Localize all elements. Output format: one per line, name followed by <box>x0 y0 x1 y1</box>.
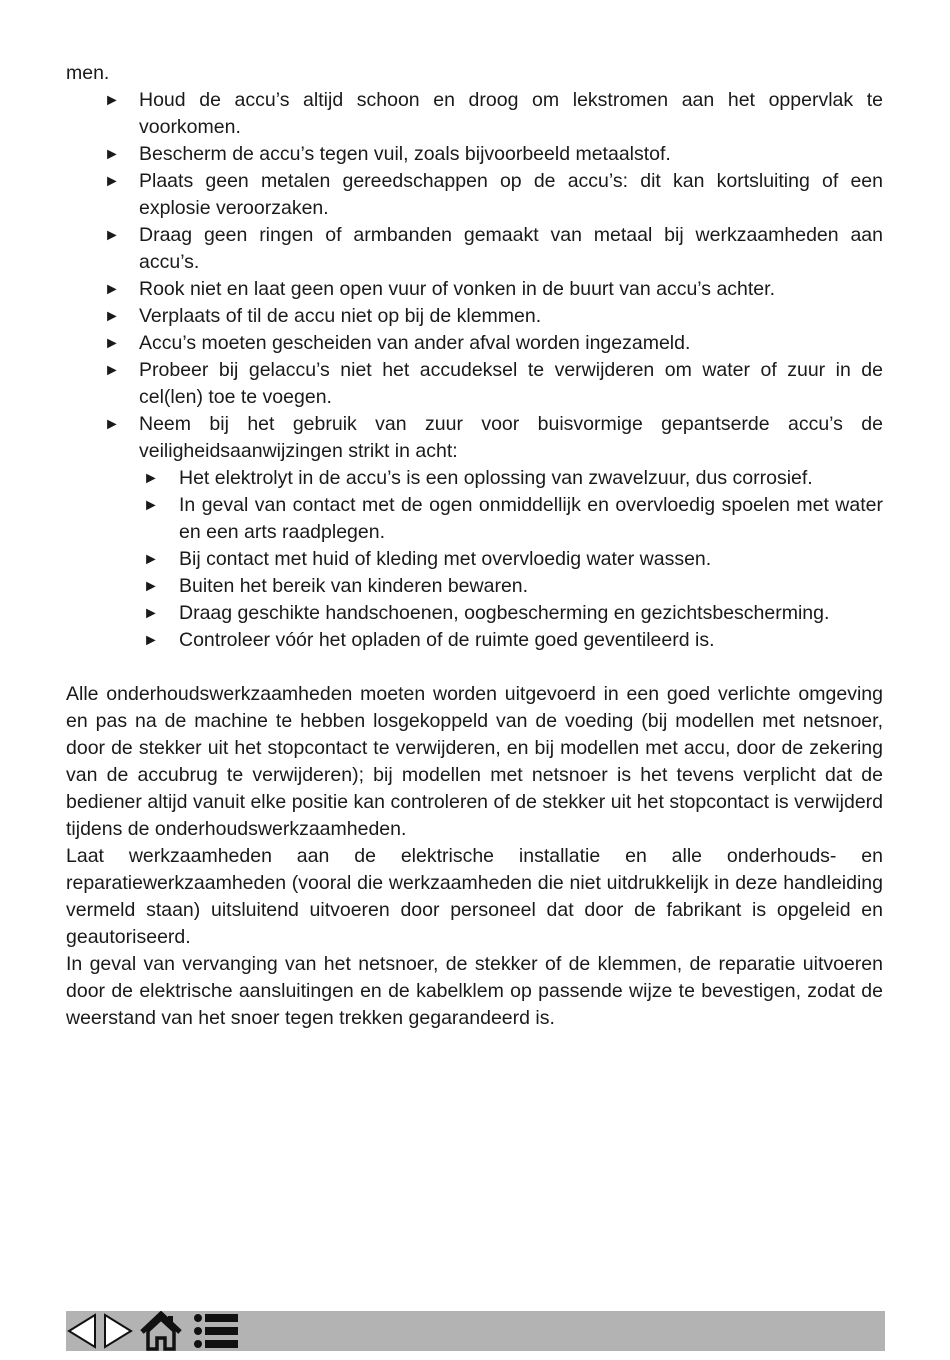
footer-navigation-bar <box>66 1311 885 1351</box>
continuation-text: men. <box>66 62 110 84</box>
bullet-arrow-icon: ► <box>104 227 120 244</box>
bullet-arrow-icon: ► <box>104 146 120 163</box>
bullet-arrow-icon: ► <box>143 632 159 649</box>
bullet-arrow-icon: ► <box>104 308 120 325</box>
bullet-arrow-icon: ► <box>104 281 120 298</box>
home-icon[interactable] <box>140 1311 182 1351</box>
sub-list-item: ► Controleer vóór het opladen of de ruimte goed geventileerd is. <box>139 627 883 654</box>
bullet-arrow-icon: ► <box>143 551 159 568</box>
list-item: ► Accu’s moeten gescheiden van ander afval worden ingezameld. <box>66 330 883 357</box>
paragraph: In geval van vervanging van het netsnoer, de stekker of de klemmen, de reparatie uitvoeren door de elektrische aansluitingen en de kabelklem op passende wijze te bevestigen, zodat de weerstand van het snoer tegen trekken gegarandeerd is. <box>66 953 883 1029</box>
table-of-contents-icon[interactable] <box>192 1311 240 1351</box>
bullet-arrow-icon: ► <box>104 92 120 109</box>
bullet-arrow-icon: ► <box>143 605 159 622</box>
bullet-arrow-icon: ► <box>143 578 159 595</box>
acid-safety-sublist <box>139 465 883 654</box>
list-item: ► Probeer bij gelaccu’s niet het accudeksel te verwijderen om water of zuur in de cel(len) toe te voegen. <box>104 359 883 408</box>
paragraph: Alle onderhoudswerkzaamheden moeten worden uitgevoerd in een goed verlichte omgeving en pas na de machine te hebben losgekoppeld van de voeding (bij modellen met netsnoer, door de stekker uit het stopcontact te verwijderen, en bij modellen met accu, door de zekering van de accubrug te verwijderen); bij modellen met netsnoer is het tevens verplicht dat de bediener altijd vanuit elke positie kan controleren of de stekker uit het stopcontact is verwijderd tijdens de onderhoudswerkzaamheden. <box>66 683 883 840</box>
next-page-icon[interactable] <box>102 1311 134 1351</box>
list-item: ► Bescherm de accu’s tegen vuil, zoals bijvoorbeeld metaalstof. <box>66 141 883 168</box>
bullet-arrow-icon: ► <box>104 416 120 433</box>
sub-list-item: ► Buiten het bereik van kinderen bewaren. <box>139 573 883 600</box>
bullet-arrow-icon: ► <box>143 470 159 487</box>
bullet-arrow-icon: ► <box>104 335 120 352</box>
list-item: ► Neem bij het gebruik van zuur voor buisvormige gepantserde accu’s de veiligheidsaanwijzingen strikt in acht: <box>104 413 883 462</box>
bullet-arrow-icon: ► <box>104 362 120 379</box>
bullet-arrow-icon: ► <box>104 173 120 190</box>
list-item: ► Houd de accu’s altijd schoon en droog om lekstromen aan het oppervlak te voorkomen. <box>104 89 883 138</box>
bullet-arrow-icon: ► <box>143 497 159 514</box>
sub-list-item: ► Bij contact met huid of kleding met overvloedig water wassen. <box>139 546 883 573</box>
list-item: ► Plaats geen metalen gereedschappen op de accu’s: dit kan kortsluiting of een explosie veroorzaken. <box>104 170 883 219</box>
paragraph: Laat werkzaamheden aan de elektrische installatie en alle onderhouds- en reparatiewerkzaamheden (vooral die werkzaamheden die niet uitdrukkelijk in deze handleiding vermeld staan) uitsluitend uitvoeren door personeel dat door de fabrikant is opgeleid en geautoriseerd. <box>66 845 883 948</box>
sub-list-item: ► Draag geschikte handschoenen, oogbescherming en gezichtsbescherming. <box>139 600 883 627</box>
sub-list-item: ► Het elektrolyt in de accu’s is een oplossing van zwavelzuur, dus corrosief. <box>139 465 883 492</box>
previous-page-icon[interactable] <box>66 1311 98 1351</box>
list-item: ► Draag geen ringen of armbanden gemaakt van metaal bij werkzaamheden aan accu’s. <box>104 224 883 273</box>
sub-list-item: ► In geval van contact met de ogen onmiddellijk en overvloedig spoelen met water en een arts raadplegen. <box>143 494 883 543</box>
battery-safety-list <box>66 87 883 465</box>
list-item: ► Rook niet en laat geen open vuur of vonken in de buurt van accu’s achter. <box>66 276 883 303</box>
page-content <box>66 60 883 1032</box>
maintenance-paragraphs <box>66 681 883 1032</box>
list-item: ► Verplaats of til de accu niet op bij de klemmen. <box>66 303 883 330</box>
